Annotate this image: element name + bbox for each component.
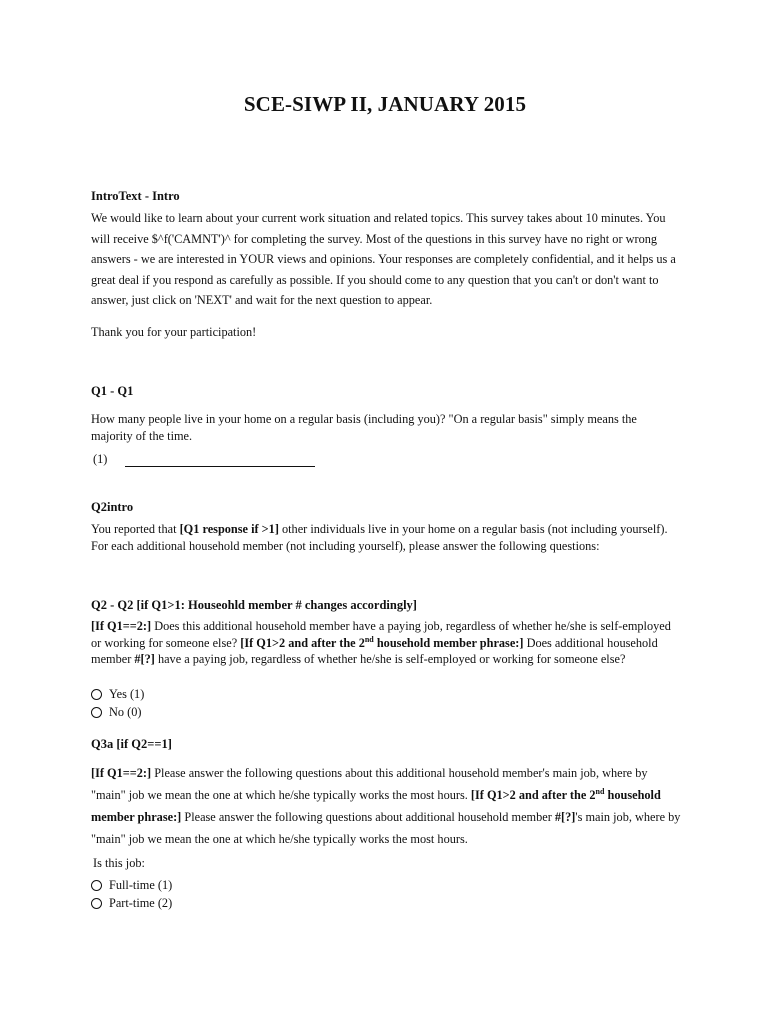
intro-paragraph: We would like to learn about your current work situation and related topics. This survey takes about 10 minutes. You will receive $^f('CAMNT')^ for completing the survey. Most of the questions in this survey have no right or wrong answers - we are interested in YOUR views and opinions. Your responses are completely confidential, and it helps us a great deal if you respond as carefully as possible. If you should come to any question that you can't or don't want to answer, just click on 'NEXT' and wait for the next question to appear. [91,211,676,307]
q2-text-1: Does this additional household member have a paying job, regardless of whether he/she is self-employed or working for someone else? [91,619,671,650]
q2intro-text [91,521,681,554]
q2intro-pre: You reported that [91,522,180,536]
q3a-option-part-time-label: Part-time (2) [109,896,173,910]
q2-heading: Q2 - Q2 [if Q1>1: Houseohld member # changes accordingly] [91,598,417,612]
q3a-option-part-time[interactable] [91,895,172,913]
page-title: SCE-SIWP II, JANUARY 2015 [243,92,527,116]
q3a-text-2: Please answer the following questions about additional household member [181,810,555,824]
q1-text: How many people live in your home on a regular basis (including you)? "On a regular basis" simply means the majority of the time. [91,412,637,443]
intro-heading: IntroText - Intro [91,189,180,203]
q3a-option-full-time[interactable] [91,877,172,895]
q2-cond-3: household member phrase:] [373,635,524,650]
q2intro-post: other individuals live in your home on a regular basis (not including yourself). For each additional household member (not including yourself), please answer the following questions: [91,522,668,553]
q3a-text-1: Please answer the following questions about this additional household member's main job, where by "main" job we mean the one at which he/she typically works the most hours. [91,766,648,802]
q3a-cond-3: household member phrase:] [91,788,661,824]
radio-icon[interactable] [91,689,102,700]
q2-member-ref: #[?] [134,652,155,666]
q2-option-yes-label: Yes (1) [109,687,145,701]
q2-option-no[interactable] [91,704,141,722]
q3a-text [91,762,683,850]
q2-text-3: have a paying job, regardless of whether he/she is self-employed or working for someone else? [154,652,626,666]
q3a-text-3: 's main job, where by "main" job we mean the one at which he/she typically works the most hours. [91,810,681,846]
q3a-cond-2: [If Q1>2 and after the 2 [470,788,596,802]
q2-text-2: Does additional household member [91,635,658,666]
q3a-option-full-time-label: Full-time (1) [109,878,173,892]
q3a-member-ref: #[?] [554,810,576,824]
q2-sup: nd [364,634,374,644]
radio-icon[interactable] [91,707,102,718]
q3a-heading: Q3a [if Q2==1] [91,737,172,751]
q2intro-heading: Q2intro [91,500,134,514]
q1-answer-row [93,451,315,469]
intro-thanks: Thank you for your participation! [91,325,257,339]
q2intro-bold: [Q1 response if >1] [179,522,279,536]
q3a-cond-1: [If Q1==2:] [91,766,152,780]
q2-option-no-label: No (0) [109,705,142,719]
radio-icon[interactable] [91,898,102,909]
q1-heading: Q1 - Q1 [91,384,134,398]
q2-option-yes[interactable] [91,686,144,704]
q3a-prompt: Is this job: [93,856,145,870]
q1-field-label: (1) [93,452,108,466]
q2-text [91,618,681,668]
q3a-sup: nd [595,786,605,796]
q1-answer-field[interactable] [125,449,315,467]
q2-cond-1: [If Q1==2:] [91,619,152,633]
radio-icon[interactable] [91,880,102,891]
q2-cond-2: [If Q1>2 and after the 2 [240,635,365,650]
